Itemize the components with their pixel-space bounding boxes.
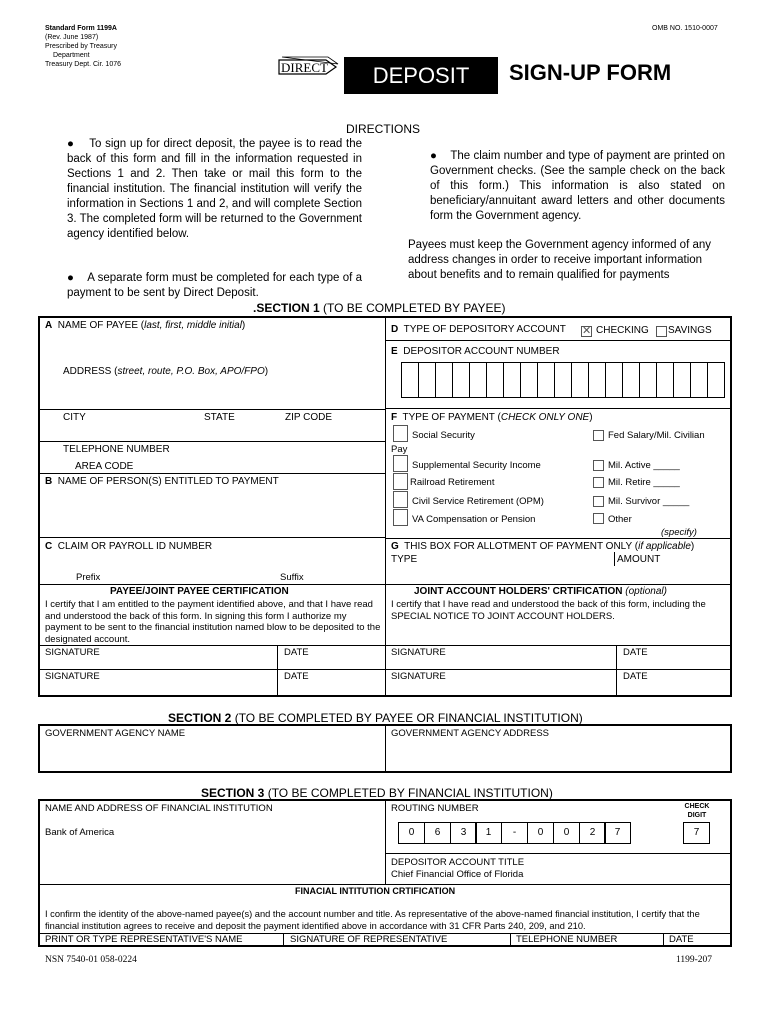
zip-code-label: ZIP CODE (285, 412, 333, 423)
direction-paragraph-4: Payees must keep the Government agency informed of any address changes in order to receive important information about benefits and to remain qualified for payments (408, 239, 711, 281)
fi-cert-text: I confirm the identity of the above-named payee(s) and the account number and title. As representative of the above-named financial institution, I certify that the financial institution agrees to receive and deposit the payment identified above in accordance with 31 CFR Parts 240, 209, and 210. (45, 909, 700, 931)
city-state-zip-input[interactable] (45, 424, 381, 438)
social-security-checkbox[interactable] (393, 425, 408, 442)
pay-type-railroad: Railroad Retirement (410, 477, 495, 488)
section2-title: SECTION 2 (TO BE COMPLETED BY PAYEE OR FINANCIAL INSTITUTION) (168, 711, 583, 725)
form-revision: (Rev. June 1987) (45, 34, 99, 41)
account-digit-box[interactable] (707, 362, 725, 398)
prescribed-by: Prescribed by Treasury (45, 43, 117, 50)
area-code-label: AREA CODE (75, 461, 134, 472)
pay-type-ssi: Supplemental Security Income (412, 460, 541, 471)
check-digit-box[interactable]: 7 (683, 822, 710, 844)
account-digit-box[interactable] (435, 362, 453, 398)
account-digit-box[interactable] (554, 362, 572, 398)
account-digit-box[interactable] (571, 362, 589, 398)
va-checkbox[interactable] (393, 509, 408, 526)
account-digit-box[interactable] (537, 362, 555, 398)
savings-checkbox[interactable] (656, 326, 667, 337)
account-digit-box[interactable] (469, 362, 487, 398)
account-digit-box[interactable] (588, 362, 606, 398)
direct-logo-text: DIRECT (281, 60, 328, 75)
direction-paragraph-1: ● To sign up for direct deposit, the payee is to read the back of this form and fill in the information requested in Sections 1 and 2. Then take or mail this form to the financial institution. The financial institution will verify the information in Sections 1 and 2, and will complete Section 3. The completed form will be returned to the Government agency identified below. (67, 138, 362, 240)
deposit-title: DEPOSIT (344, 57, 498, 94)
joint-signature-label-2: SIGNATURE (391, 671, 446, 682)
signup-form-title: SIGN-UP FORM (509, 60, 672, 85)
agency-address-label: GOVERNMENT AGENCY ADDRESS (391, 728, 550, 739)
routing-digit-box[interactable]: 7 (604, 822, 631, 844)
fi-name-label: NAME AND ADDRESS OF FINANCIAL INSTITUTION (45, 803, 273, 814)
allotment-type-label: TYPE (391, 554, 418, 565)
savings-label: SAVINGS (668, 325, 712, 336)
routing-digit-box[interactable]: 0 (553, 822, 580, 844)
agency-name-label: GOVERNMENT AGENCY NAME (45, 728, 186, 739)
acct-title-value[interactable]: Chief Financial Office of Florida (391, 869, 524, 880)
state-label: STATE (204, 412, 235, 423)
joint-signature-label-1: SIGNATURE (391, 647, 446, 658)
payee-name-input[interactable] (45, 334, 381, 360)
omb-number: OMB NO. 1510-0007 (652, 25, 718, 32)
account-digit-box[interactable] (452, 362, 470, 398)
pay-type-fed-salary: Fed Salary/Mil. Civilian (608, 430, 705, 441)
field-e-label: E DEPOSITOR ACCOUNT NUMBER (391, 346, 560, 357)
pay-type-va: VA Compensation or Pension (412, 514, 536, 525)
joint-cert-title: JOINT ACCOUNT HOLDERS' CRTIFICATION (optional) (414, 586, 667, 597)
persons-entitled-input[interactable] (45, 490, 381, 534)
joint-cert-text: I certify that I have read and understood the back of this form, including the SPECIAL NOTICE TO JOINT ACCOUNT HOLDERS. (391, 599, 706, 622)
allotment-amount-input[interactable] (617, 566, 727, 582)
civil-service-checkbox[interactable] (393, 491, 408, 508)
routing-digit-box[interactable]: 0 (527, 822, 554, 844)
prefix-label: Prefix (76, 572, 101, 583)
agency-address-input[interactable] (391, 742, 727, 768)
payee-date-label-1: DATE (284, 647, 309, 658)
pay-type-other: Other (608, 514, 632, 525)
account-digit-box[interactable] (503, 362, 521, 398)
telephone-input[interactable] (160, 456, 380, 472)
pay-type-mil-active: Mil. Active _____ (608, 460, 680, 471)
pay-type-civil-service: Civil Service Retirement (OPM) (412, 496, 544, 507)
direction-paragraph-3: ● The claim number and type of payment are printed on Government checks. (See the sample check on the back of this form.) This information is also stated on beneficiary/annuitant award letters and other documents form the Government agency. (430, 150, 725, 222)
prescribed-dept: Department (53, 52, 90, 59)
routing-digit-box[interactable]: 1 (475, 822, 502, 844)
account-digit-box[interactable] (690, 362, 708, 398)
field-g-label: G THIS BOX FOR ALLOTMENT OF PAYMENT ONLY (if applicable) (391, 541, 695, 552)
mil-active-checkbox[interactable] (593, 460, 604, 471)
allotment-amount-label: AMOUNT (617, 554, 661, 565)
account-digit-box[interactable] (622, 362, 640, 398)
checking-checkbox[interactable]: ✕ (582, 325, 592, 337)
account-digit-box[interactable] (520, 362, 538, 398)
other-checkbox[interactable] (593, 513, 604, 524)
routing-digit-box[interactable]: 3 (450, 822, 477, 844)
pay-type-social-security: Social Security (412, 430, 475, 441)
treasury-circular: Treasury Dept. Cir. 1076 (45, 61, 121, 68)
routing-digit-box[interactable]: 6 (424, 822, 451, 844)
form-name: Standard Form 1199A (45, 25, 117, 32)
bullet-icon: ● (67, 272, 88, 284)
payee-cert-title: PAYEE/JOINT PAYEE CERTIFICATION (110, 586, 289, 597)
payee-signature-label-1: SIGNATURE (45, 647, 100, 658)
pay-stray-label: Pay (391, 444, 408, 455)
bullet-icon: ● (430, 150, 451, 162)
fi-name-value[interactable]: Bank of America (45, 827, 115, 838)
field-b-label: B NAME OF PERSON(S) ENTITLED TO PAYMENT (45, 476, 279, 487)
checking-label: CHECKING (596, 325, 649, 336)
routing-number-label: ROUTING NUMBER (391, 803, 479, 814)
routing-separator: - (501, 822, 528, 844)
section3-title: SECTION 3 (TO BE COMPLETED BY FINANCIAL INSTITUTION) (201, 786, 553, 800)
rep-telephone-label: TELEPHONE NUMBER (516, 934, 618, 945)
account-digit-box[interactable] (401, 362, 419, 398)
routing-digit-box[interactable]: 2 (579, 822, 606, 844)
allotment-type-input[interactable] (391, 566, 611, 582)
account-digit-box[interactable] (673, 362, 691, 398)
fed-salary-checkbox[interactable] (593, 430, 604, 441)
check-digit-label: CHECK DIGIT (684, 803, 710, 819)
address-input[interactable] (45, 380, 381, 406)
bullet-icon: ● (67, 138, 90, 150)
ssi-checkbox[interactable] (393, 455, 408, 472)
section1-title: .SECTION 1 (TO BE COMPLETED BY PAYEE) (253, 301, 506, 315)
routing-digit-box[interactable]: 0 (398, 822, 425, 844)
agency-name-input[interactable] (45, 742, 381, 768)
direction-paragraph-2: ● A separate form must be completed for each type of a payment to be sent by Direct Deposit. (67, 272, 363, 299)
joint-date-label-1: DATE (623, 647, 648, 658)
rep-signature-label: SIGNATURE OF REPRESENTATIVE (290, 934, 448, 945)
payee-signature-label-2: SIGNATURE (45, 671, 100, 682)
claim-id-input[interactable] (45, 555, 381, 569)
pay-type-mil-survivor: Mil. Survivor _____ (608, 496, 690, 507)
account-digit-box[interactable] (639, 362, 657, 398)
account-digit-box[interactable] (656, 362, 674, 398)
payee-cert-text: I certify that I am entitled to the payment identified above, and that I have read and understood the back of this form. In signing this form I authorize my payment to be sent to the financial institution named blow to be deposited to the designated account. (45, 599, 381, 645)
address-label: ADDRESS (street, route, P.O. Box, APO/FPO) (63, 366, 269, 377)
account-digit-box[interactable] (418, 362, 436, 398)
rep-name-label: PRINT OR TYPE REPRESENTATIVE'S NAME (45, 934, 243, 945)
account-digit-box[interactable] (605, 362, 623, 398)
field-c-label: C CLAIM OR PAYROLL ID NUMBER (45, 541, 213, 552)
acct-title-label: DEPOSITOR ACCOUNT TITLE (391, 857, 525, 868)
mil-retire-checkbox[interactable] (593, 477, 604, 488)
payee-date-label-2: DATE (284, 671, 309, 682)
specify-label: (specify) (661, 527, 697, 538)
joint-date-label-2: DATE (623, 671, 648, 682)
nsn-number: NSN 7540-01 058-0224 (45, 955, 137, 965)
city-label: CITY (63, 412, 86, 423)
rep-date-label: DATE (669, 934, 694, 945)
field-a-label: A NAME OF PAYEE (last, first, middle initial) (45, 320, 246, 331)
railroad-checkbox[interactable] (393, 473, 408, 490)
direct-arrow-logo (278, 56, 340, 78)
telephone-label: TELEPHONE NUMBER (63, 444, 170, 455)
directions-title: DIRECTIONS (346, 122, 421, 136)
form-number: 1199-207 (676, 955, 713, 965)
suffix-label: Suffix (280, 572, 304, 583)
field-d-label: D TYPE OF DEPOSITORY ACCOUNT (391, 324, 566, 335)
field-f-label: F TYPE OF PAYMENT (CHECK ONLY ONE) (391, 412, 593, 423)
mil-survivor-checkbox[interactable] (593, 496, 604, 507)
pay-type-mil-retire: Mil. Retire _____ (608, 477, 680, 488)
account-digit-box[interactable] (486, 362, 504, 398)
fi-cert-title: FINACIAL INTITUTION CRTIFICATION (295, 886, 456, 896)
